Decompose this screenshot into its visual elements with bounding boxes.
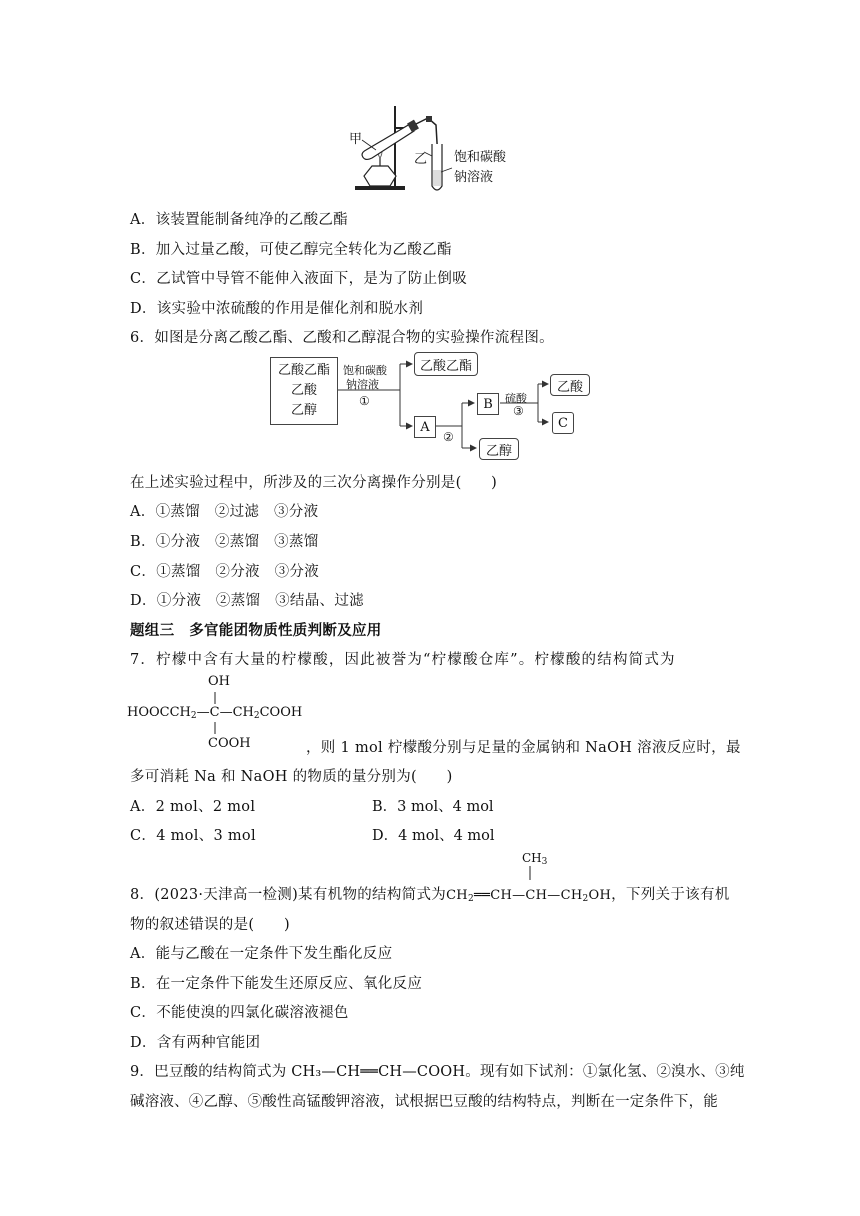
q6-question: 在上述实验过程中，所涉及的三次分离操作分别是( ): [130, 475, 498, 491]
q6-option-c: C．①蒸馏 ②分液 ③分液: [130, 564, 319, 580]
q6-stem: 6．如图是分离乙酸乙酯、乙酸和乙醇混合物的实验操作流程图。: [130, 330, 554, 346]
q8-option-c: C．不能使溴的四氯化碳溶液褪色: [130, 1005, 349, 1021]
q8-stem-line2: 物的叙述错误的是( ): [130, 917, 290, 933]
q8-option-d: D．含有两种官能团: [130, 1035, 261, 1051]
q7-stem-line2: ，则 1 mol 柠檬酸分别与足量的金属钠和 NaOH 溶液反应时，最: [306, 740, 741, 756]
q6-option-d: D．①分液 ②蒸馏 ③结晶、过滤: [130, 593, 364, 609]
reagent3-label: 硫酸: [505, 392, 527, 405]
label-jia: 甲: [349, 132, 363, 147]
q8-formula-ch3: $CH_3$: [522, 851, 548, 867]
step3-marker: ③: [513, 404, 524, 418]
q9-line1: 9．巴豆酸的结构简式为 CH₃—CH══CH—COOH。现有如下试剂：①氯化氢、②溴水、③纯: [130, 1064, 745, 1080]
q5-option-d: D．该实验中浓硫酸的作用是催化剂和脱水剂: [130, 301, 424, 317]
q5-option-c: C．乙试管中导管不能伸入液面下，是为了防止倒吸: [130, 271, 467, 287]
q9-line2: 碱溶液、④乙醇、⑤酸性高锰酸钾溶液，试根据巴豆酸的结构特点，判断在一定条件下，能: [130, 1094, 718, 1110]
reagent1-line1: 饱和碳酸: [343, 364, 387, 377]
formula-cooh: COOH: [208, 736, 251, 751]
solution-label-1: 饱和碳酸: [454, 150, 507, 165]
formula-main: $HOOCCH_2—C—CH_2COOH$: [127, 705, 303, 721]
q7-option-d: D．4 mol、4 mol: [372, 828, 495, 844]
label-yi: 乙: [414, 152, 428, 167]
box-a: A: [414, 416, 436, 438]
q7-stem-line1: 7．柠檬中含有大量的柠檬酸，因此被誉为“柠檬酸仓库”。柠檬酸的结构简式为: [130, 652, 676, 668]
group3-heading: 题组三 多官能团物质性质判断及应用: [130, 622, 382, 639]
q8-option-a: A．能与乙酸在一定条件下发生酯化反应: [130, 946, 393, 962]
product-alcohol-box: 乙醇: [479, 438, 519, 460]
q7-option-c: C．4 mol、3 mol: [130, 828, 256, 844]
q5-option-a: A．该装置能制备纯净的乙酸乙酯: [130, 212, 348, 228]
q7-stem-line3: 多可消耗 Na 和 NaOH 的物质的量分别为( ): [130, 769, 453, 785]
q7-option-a: A．2 mol、2 mol: [130, 799, 256, 815]
q7-option-b: B．3 mol、4 mol: [372, 799, 494, 815]
box-b: B: [477, 393, 499, 415]
q6-option-b: B．①分液 ②蒸馏 ③蒸馏: [130, 534, 319, 550]
box-c: C: [552, 412, 574, 434]
mixture-acid: 乙酸: [290, 383, 317, 398]
solution-label-2: 钠溶液: [454, 170, 494, 185]
q8-stem-line1: 8．(2023·天津高一检测)某有机物的结构简式为$CH_2══CH—CH—CH_2OH$，下列关于该有机: [130, 887, 730, 904]
reagent1-line2: 钠溶液: [346, 378, 379, 391]
q6-option-a: A．①蒸馏 ②过滤 ③分液: [130, 504, 319, 520]
step2-marker: ②: [443, 430, 454, 444]
q8-option-b: B．在一定条件下能发生还原反应、氧化反应: [130, 976, 423, 992]
product-ester-box: 乙酸乙酯: [414, 352, 478, 376]
mixture-ester: 乙酸乙酯: [277, 363, 330, 378]
q5-option-b: B．加入过量乙酸，可使乙醇完全转化为乙酸乙酯: [130, 242, 452, 258]
formula-oh: OH: [208, 674, 230, 689]
product-acid-box: 乙酸: [550, 374, 590, 396]
step1-marker: ①: [359, 394, 370, 408]
mixture-alcohol: 乙醇: [290, 403, 317, 418]
